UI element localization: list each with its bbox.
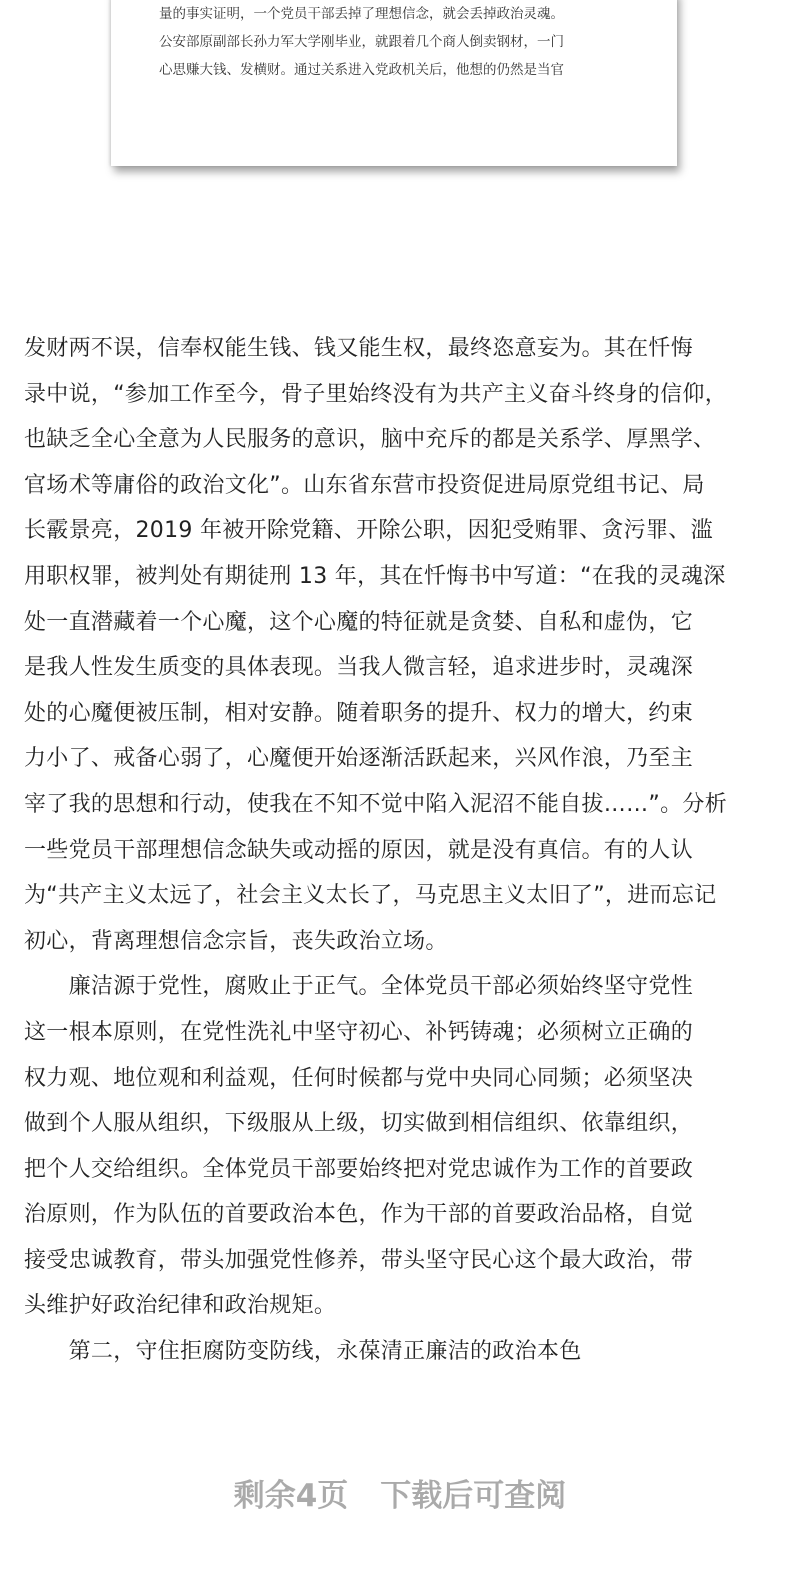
embedded-page-preview (111, 0, 677, 166)
card-line: 心思赚大钱、发横财。通过关系进入党政机关后，他想的仍然是当官 (159, 62, 564, 78)
text-line: 廉洁源于党性，腐败止于正气。全体党员干部必须始终坚守党性 (24, 974, 694, 1000)
card-line: 量的事实证明，一个党员干部丢掉了理想信念，就会丢掉政治灵魂。 (159, 6, 564, 22)
text-line: 宰了我的思想和行动，使我在不知不觉中陷入泥沼不能自拔……”。分析 (24, 791, 727, 817)
text-line: 处一直潜藏着一个心魔，这个心魔的特征就是贪婪、自私和虚伪，它 (24, 609, 694, 635)
text-line: 第二，守住拒腐防变防线，永葆清正廉洁的政治本色 (24, 1339, 582, 1365)
document-body (24, 326, 776, 1375)
text-line: 用职权罪，被判处有期徒刑 13 年，其在忏悔书中写道：“在我的灵魂深 (24, 563, 726, 589)
text-line: 这一根本原则，在党性洗礼中坚守初心、补钙铸魂；必须树立正确的 (24, 1019, 694, 1045)
download-prompt[interactable] (0, 1470, 800, 1515)
text-line: 长霰景亮，2019 年被开除党籍、开除公职，因犯受贿罪、贪污罪、滥 (24, 518, 713, 544)
text-line: 做到个人服从组织，下级服从上级，切实做到相信组织、依靠组织， (24, 1111, 694, 1137)
text-line: 治原则，作为队伍的首要政治本色，作为干部的首要政治品格，自觉 (24, 1202, 694, 1228)
text-line: 权力观、地位观和利益观，任何时候都与党中央同心同频；必须坚决 (24, 1065, 694, 1091)
text-line: 发财两不误，信奉权能生钱、钱又能生权，最终恣意妄为。其在忏悔 (24, 336, 694, 361)
download-to-view-label[interactable]: 下载后可查阅 (380, 1478, 567, 1514)
text-line: 接受忠诚教育，带头加强党性修养，带头坚守民心这个最大政治，带 (24, 1247, 694, 1273)
card-line: 公安部原副部长孙力军大学刚毕业，就跟着几个商人倒卖钢材，一门 (159, 34, 564, 50)
text-line: 官场术等庸俗的政治文化”。山东省东营市投资促进局原党组书记、局 (24, 472, 705, 498)
text-line: 录中说，“参加工作至今，骨子里始终没有为共产主义奋斗终身的信仰， (24, 381, 727, 407)
text-line: 处的心魔便被压制，相对安静。随着职务的提升、权力的增大，约束 (24, 700, 694, 726)
text-line: 头维护好政治纪律和政治规矩。 (24, 1293, 337, 1319)
text-line: 为“共产主义太远了，社会主义太长了，马克思主义太旧了”，进而忘记 (24, 883, 717, 909)
text-line: 把个人交给组织。全体党员干部要始终把对党忠诚作为工作的首要政 (24, 1156, 694, 1182)
text-line: 力小了、戒备心弱了，心魔便开始逐渐活跃起来，兴风作浪，乃至主 (24, 746, 694, 772)
text-line: 是我人性发生质变的具体表现。当我人微言轻，追求进步时，灵魂深 (24, 655, 694, 681)
remaining-pages-label: 剩余4页 (233, 1478, 349, 1514)
text-line: 初心，背离理想信念宗旨，丧失政治立场。 (24, 928, 448, 954)
text-line: 一些党员干部理想信念缺失或动摇的原因，就是没有真信。有的人认 (24, 837, 694, 863)
text-line: 也缺乏全心全意为人民服务的意识，脑中充斥的都是关系学、厚黑学、 (24, 427, 716, 453)
